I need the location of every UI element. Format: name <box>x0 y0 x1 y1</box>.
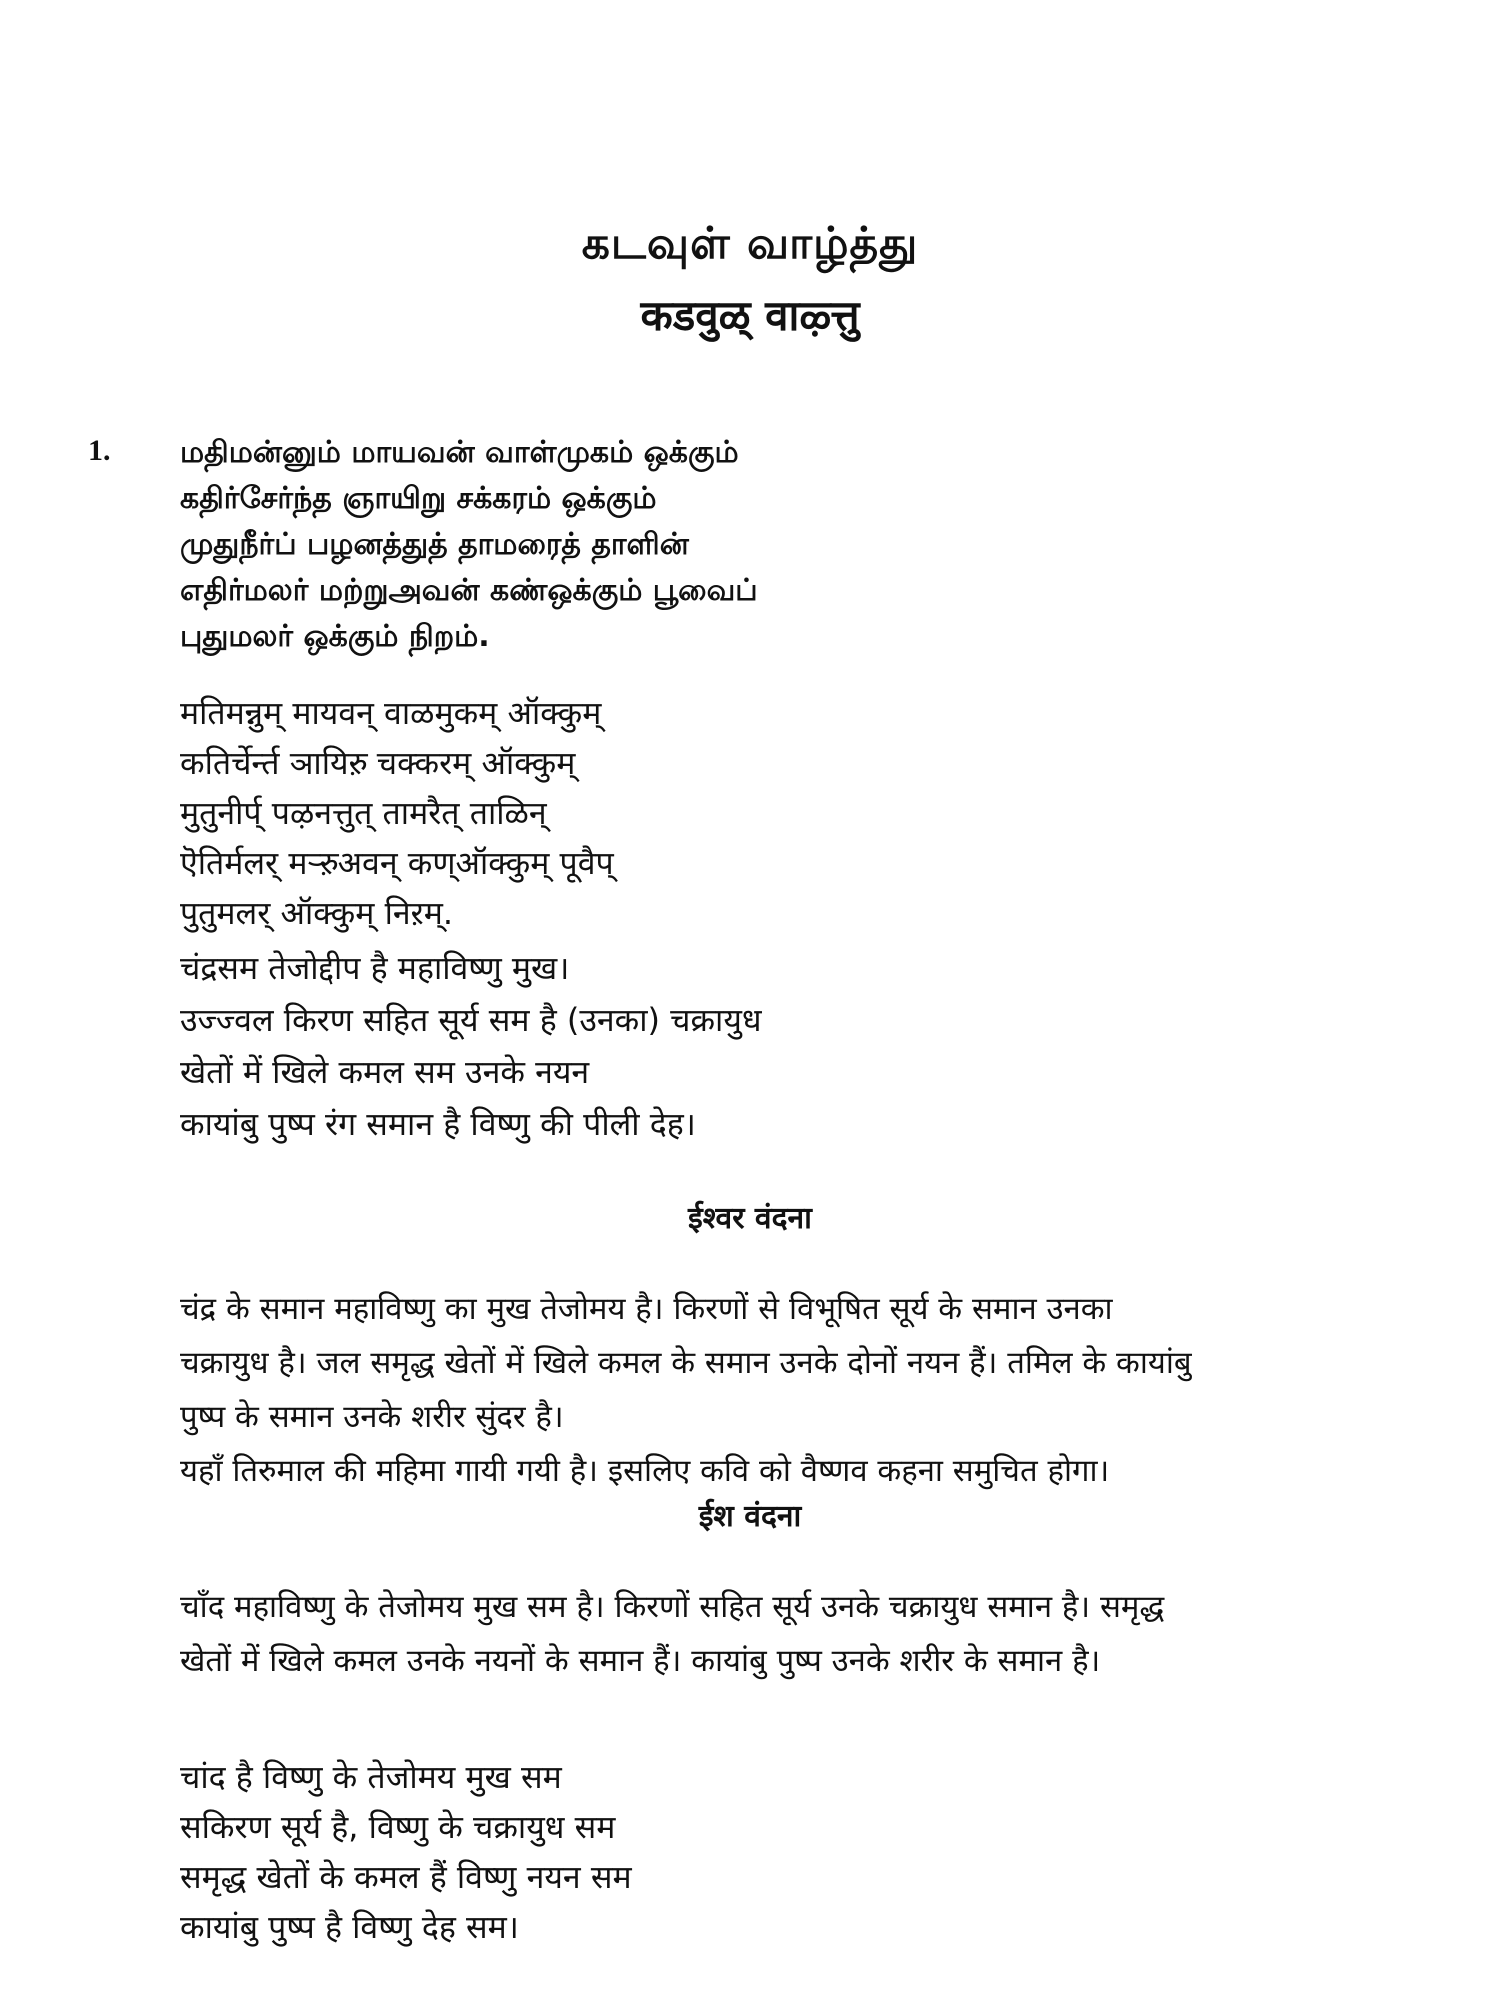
transliteration-line: मतिमन्नुम् मायवन् वाळमुकम् ऑक्कुम् <box>180 694 602 732</box>
hindi-verse-line: खेतों में खिले कमल सम उनके नयन <box>180 1053 590 1091</box>
tamil-verse-line: எதிர்மலர் மற்றுஅவன் கண்ஒக்கும் பூவைப் <box>180 573 758 608</box>
paragraph-line: पुष्प के समान उनके शरीर सुंदर है। <box>180 1399 564 1435</box>
verse-number: 1. <box>88 434 111 467</box>
hindi-verse-line: कायांबु पुष्प रंग समान है विष्णु की पीली देह। <box>180 1105 696 1143</box>
paragraph-line: चाँद महाविष्णु के तेजोमय मुख सम है। किरणों सहित सूर्य उनके चक्रायुध समान है। समृद्ध <box>180 1589 1165 1625</box>
title-devanagari: कडवुळ् वाऴ्त्तु <box>640 291 860 340</box>
section1-paragraph <box>180 1282 1330 1498</box>
section-heading-ishwar-vandana: ईश्वर वंदना <box>688 1201 812 1236</box>
transliteration-verse <box>180 688 614 938</box>
hindi-verse <box>180 942 762 1150</box>
section2-verse <box>180 1752 632 1952</box>
hindi-verse-line: चंद्रसम तेजोद्दीप है महाविष्णु मुख। <box>180 949 570 987</box>
title-tamil: கடவுள் வாழ்த்து <box>581 218 919 269</box>
tamil-verse-line: கதிர்சேர்ந்த ஞாயிறு சக்கரம் ஒக்கும் <box>180 481 657 516</box>
final-verse-line: चांद है विष्णु के तेजोमय मुख सम <box>180 1758 562 1796</box>
tamil-verse-line: முதுநீர்ப் பழனத்துத் தாமரைத் தாளின் <box>180 527 689 562</box>
tamil-verse-line: மதிமன்னும் மாயவன் வாள்முகம் ஒக்கும் <box>180 435 739 470</box>
transliteration-line: कतिर्चेर्न्त ञायिऱु चक्करम् ऑक्कुम् <box>180 744 576 782</box>
paragraph-line: यहाँ तिरुमाल की महिमा गायी गयी है। इसलिए कवि को वैष्णव कहना समुचित होगा। <box>180 1453 1110 1489</box>
final-verse-line: कायांबु पुष्प है विष्णु देह सम। <box>180 1908 519 1946</box>
final-verse-line: समृद्ध खेतों के कमल हैं विष्णु नयन सम <box>180 1858 632 1896</box>
tamil-verse <box>180 430 758 660</box>
hindi-verse-line: उज्ज्वल किरण सहित सूर्य सम है (उनका) चक्रायुध <box>180 1001 762 1039</box>
paragraph-line: खेतों में खिले कमल उनके नयनों के समान हैं। कायांबु पुष्प उनके शरीर के समान है। <box>180 1643 1101 1679</box>
final-verse-line: सकिरण सूर्य है, विष्णु के चक्रायुध सम <box>180 1808 616 1846</box>
paragraph-line: चक्रायुध है। जल समृद्ध खेतों में खिले कमल के समान उनके दोनों नयन हैं। तमिल के कायांबु <box>180 1345 1192 1381</box>
transliteration-line: मुतुनीर्प् पऴनत्तुत् तामरैत् ताळिन् <box>180 794 547 832</box>
transliteration-line: पुतुमलर् ऑक्कुम् निऱम्. <box>180 894 454 932</box>
section2-paragraph <box>180 1580 1330 1688</box>
paragraph-line: चंद्र के समान महाविष्णु का मुख तेजोमय है। किरणों से विभूषित सूर्य के समान उनका <box>180 1291 1113 1327</box>
tamil-verse-line: புதுமலர் ஒக்கும் நிறம். <box>180 619 490 654</box>
section-heading-ish-vandana: ईश वंदना <box>698 1499 802 1534</box>
transliteration-line: ऎतिर्मलर् मऱ्ऱुअवन् कण्ऑक्कुम् पूवैप् <box>180 844 614 882</box>
